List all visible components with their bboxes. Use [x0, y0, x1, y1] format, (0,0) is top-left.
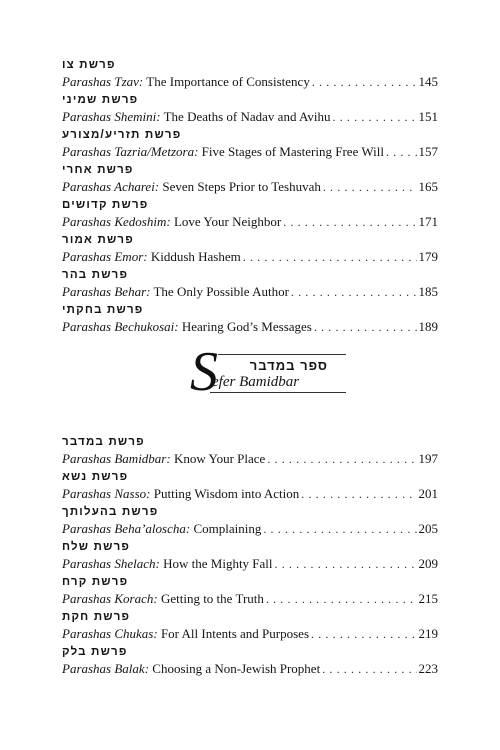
entry-title: [62, 144, 384, 160]
parasha-name: Parashas Acharei:: [62, 179, 160, 194]
hebrew-heading: פרשת בחקתי: [62, 304, 144, 316]
entry-title: [62, 626, 309, 642]
parasha-name: Parashas Tzav:: [62, 74, 144, 89]
entry-subtitle: The Only Possible Author: [150, 284, 289, 299]
toc-entry[interactable]: [62, 58, 438, 93]
page-number: 145: [418, 74, 438, 89]
parasha-name: Parashas Chukas:: [62, 626, 158, 641]
entry-subtitle: Kiddush Hashem: [147, 249, 241, 264]
entry-title: [62, 109, 331, 125]
page-number: 223: [418, 661, 438, 676]
section-top-rule: [218, 354, 346, 355]
toc-line: [62, 249, 438, 265]
toc-entry[interactable]: [62, 470, 438, 505]
entry-title: [62, 249, 241, 265]
toc-line: [62, 214, 438, 230]
entry-subtitle: How the Mighty Fall: [159, 556, 273, 571]
parasha-name: Parashas Shelach:: [62, 556, 160, 571]
toc-entry[interactable]: [62, 268, 438, 303]
toc-entry[interactable]: [62, 575, 438, 610]
toc-line: [62, 486, 438, 502]
page-number: 209: [418, 556, 438, 571]
dot-leader: [267, 451, 416, 467]
dot-leader: [333, 109, 417, 125]
toc-line: [62, 591, 438, 607]
toc-line: [62, 319, 438, 335]
toc-line: [62, 521, 438, 537]
hebrew-heading: פרשת חקת: [62, 611, 131, 623]
parasha-name: Parashas Balak:: [62, 661, 150, 676]
parasha-name: Parashas Bamidbar:: [62, 451, 171, 466]
dot-leader: [301, 486, 416, 502]
entry-title: [62, 661, 320, 677]
hebrew-heading: פרשת קרח: [62, 576, 129, 588]
hebrew-heading: פרשת שמיני: [62, 94, 139, 106]
toc-entry[interactable]: [62, 505, 438, 540]
entry-title: [62, 214, 281, 230]
hebrew-heading: פרשת בהעלותך: [62, 506, 159, 518]
parasha-name: Parashas Nasso:: [62, 486, 151, 501]
hebrew-heading: פרשת בהר: [62, 269, 129, 281]
hebrew-heading: פרשת אמור: [62, 234, 134, 246]
hebrew-heading: פרשת אחרי: [62, 164, 134, 176]
page-number: 215: [418, 591, 438, 606]
entry-subtitle: Know Your Place: [170, 451, 266, 466]
dot-leader: [312, 74, 417, 90]
toc-entry[interactable]: [62, 435, 438, 470]
toc-entry[interactable]: [62, 93, 438, 128]
toc-line: [62, 74, 438, 90]
toc-entry[interactable]: [62, 303, 438, 338]
toc-entry[interactable]: [62, 233, 438, 268]
toc-line: [62, 179, 438, 195]
hebrew-heading: פרשת בלק: [62, 646, 128, 658]
entry-subtitle: Getting to the Truth: [157, 591, 264, 606]
toc-group-vayikra: [62, 58, 438, 338]
entry-title: [62, 591, 264, 607]
parasha-name: Parashas Behar:: [62, 284, 151, 299]
page-number: 165: [418, 179, 438, 194]
entry-subtitle: Hearing God’s Messages: [178, 319, 312, 334]
toc-line: [62, 661, 438, 677]
hebrew-heading: פרשת במדבר: [62, 436, 145, 448]
toc-entry[interactable]: [62, 128, 438, 163]
page-number: 151: [418, 109, 438, 124]
toc-group-bamidbar: [62, 435, 438, 680]
entry-subtitle: For All Intents and Purposes: [157, 626, 310, 641]
hebrew-heading: פרשת שלח: [62, 541, 131, 553]
page-number: 219: [418, 626, 438, 641]
parasha-name: Parashas Tazria/Metzora:: [62, 144, 199, 159]
parasha-name: Parashas Beha’aloscha:: [62, 521, 191, 536]
entry-subtitle: Choosing a Non-Jewish Prophet: [149, 661, 321, 676]
parasha-name: Parashas Bechukosai:: [62, 319, 179, 334]
hebrew-heading: פרשת נשא: [62, 471, 129, 483]
toc-entry[interactable]: [62, 610, 438, 645]
parasha-name: Parashas Shemini:: [62, 109, 161, 124]
page-number: 185: [418, 284, 438, 299]
entry-subtitle: The Importance of Consistency: [143, 74, 310, 89]
entry-title: [62, 556, 273, 572]
section-hebrew-title: ספר במדבר: [249, 358, 328, 373]
entry-title: [62, 451, 265, 467]
entry-title: [62, 486, 299, 502]
page-number: 179: [418, 249, 438, 264]
page-number: 201: [418, 486, 438, 501]
toc-entry[interactable]: [62, 163, 438, 198]
page-number: 197: [418, 451, 438, 466]
page-number: 171: [418, 214, 438, 229]
dot-leader: [243, 249, 417, 265]
toc-line: [62, 109, 438, 125]
dot-leader: [314, 319, 417, 335]
toc-entry[interactable]: [62, 645, 438, 680]
dot-leader: [386, 144, 417, 160]
dot-leader: [323, 179, 417, 195]
page-number: 189: [418, 319, 438, 334]
toc-line: [62, 284, 438, 300]
hebrew-heading: פרשת קדושים: [62, 199, 149, 211]
hebrew-heading: פרשת תזריע/מצורע: [62, 129, 182, 141]
entry-subtitle: Five Stages of Mastering Free Will: [198, 144, 384, 159]
section-bottom-rule: [210, 392, 346, 393]
dot-leader: [266, 591, 417, 607]
dot-leader: [322, 661, 416, 677]
decorative-initial: S: [190, 341, 218, 403]
toc-line: [62, 556, 438, 572]
page-number: 205: [418, 521, 438, 536]
hebrew-heading: פרשת צו: [62, 59, 116, 71]
entry-title: [62, 74, 310, 90]
entry-subtitle: Complaining: [190, 521, 262, 536]
parasha-name: Parashas Kedoshim:: [62, 214, 171, 229]
toc-line: [62, 144, 438, 160]
entry-title: [62, 319, 312, 335]
dot-leader: [275, 556, 417, 572]
section-english-title: efer Bamidbar: [212, 374, 300, 390]
dot-leader: [291, 284, 417, 300]
dot-leader: [283, 214, 416, 230]
page-number: 157: [418, 144, 438, 159]
dot-leader: [263, 521, 416, 537]
toc-entry[interactable]: [62, 198, 438, 233]
section-heading-bamidbar: [190, 341, 350, 408]
entry-subtitle: The Deaths of Nadav and Avihu: [160, 109, 331, 124]
dot-leader: [311, 626, 416, 642]
entry-title: [62, 179, 321, 195]
entry-title: [62, 284, 289, 300]
parasha-name: Parashas Korach:: [62, 591, 158, 606]
toc-entry[interactable]: [62, 540, 438, 575]
entry-subtitle: Seven Steps Prior to Teshuvah: [159, 179, 321, 194]
entry-subtitle: Love Your Neighbor: [170, 214, 282, 229]
entry-title: [62, 521, 261, 537]
toc-line: [62, 626, 438, 642]
entry-subtitle: Putting Wisdom into Action: [150, 486, 300, 501]
parasha-name: Parashas Emor:: [62, 249, 148, 264]
toc-line: [62, 451, 438, 467]
